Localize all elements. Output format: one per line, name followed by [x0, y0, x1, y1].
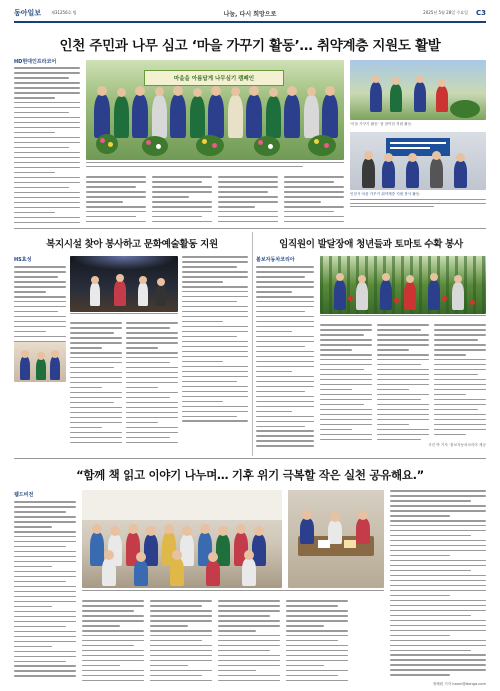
bottom-text-column-3 [150, 600, 212, 685]
mid-right-text-column-4 [434, 324, 486, 439]
top-text-column-1 [14, 67, 80, 227]
publication-date: 2025년 5월 28일 수요일 [423, 10, 468, 15]
book-club-reading-photo [288, 490, 384, 588]
top-text-column-3 [152, 176, 212, 226]
newspaper-logo: 동아일보 [14, 9, 42, 17]
side-photo-caption: ‘마을 가꾸기 활동’ 참 참여한 직원 활동. [350, 122, 413, 126]
bottom-credit: 정혜원 기자 hanni@donga.com [432, 682, 486, 686]
bottom-photo-caption [82, 590, 384, 596]
issue-number: 제31256호 팀 [51, 10, 77, 15]
book-club-group-photo [82, 490, 282, 588]
signboard-photo-caption: 인천시 마을 가꾸기 취약계층 지원 봉사 활동. [350, 192, 421, 196]
mid-left-headline: 복지시설 찾아 봉사하고 문화예술활동 지원 [46, 239, 218, 250]
campaign-banner: 마을을 아름답게 나무심기 캠페인 [144, 70, 284, 86]
bottom-text-column-6 [390, 490, 486, 679]
bottom-headline: “함께 책 읽고 이야기 나누며… 기후 위기 극복할 작은 실천 공유해요.” [76, 468, 424, 482]
top-text-column-2 [86, 176, 146, 226]
page-number: C3 [475, 9, 486, 17]
section-title: 나눔, 다시 희망으로 [223, 10, 277, 18]
signboard-photo [350, 132, 486, 190]
bottom-byline: 웹드비전 [14, 492, 34, 498]
mid-right-credit: 사진 박 기자 ·볼보자동차코리아 제공 [428, 443, 486, 447]
side-activity-photo [350, 60, 486, 120]
mid-right-text-column-3 [377, 324, 429, 444]
masthead [14, 6, 486, 20]
column-divider [252, 232, 253, 456]
bottom-text-column-2 [82, 600, 144, 685]
section-divider-2 [14, 458, 486, 459]
mid-left-text-column-2 [70, 322, 122, 447]
mid-right-text-column-2 [320, 324, 372, 444]
top-text-column-5 [284, 176, 344, 226]
mid-right-text-column-1 [256, 266, 314, 450]
concert-photo-caption [70, 313, 178, 319]
bottom-text-column-4 [218, 600, 280, 685]
top-headline: 인천 주민과 나무 심고 ‘마을 가꾸기 활동’… 취약계층 지원도 활발 [59, 38, 441, 54]
mid-left-text-column-4 [182, 256, 248, 425]
bottom-text-column-1 [14, 501, 76, 680]
tomato-harvest-photo [320, 256, 486, 314]
mid-left-text-column-1 [14, 266, 66, 346]
top-byline: HD현대인프라코어 [14, 59, 57, 65]
concert-photo [70, 256, 178, 312]
volunteer-photo [14, 342, 66, 382]
bottom-text-column-5 [286, 600, 348, 685]
mid-left-byline: HS효성 [14, 257, 32, 263]
tree-planting-photo [86, 60, 344, 160]
signboard-caption-body [350, 199, 486, 213]
top-photo-caption [86, 162, 344, 171]
masthead-rule [14, 21, 486, 23]
mid-left-text-column-3 [126, 322, 178, 447]
mid-right-byline: 볼보자동차코리아 [256, 257, 295, 263]
section-divider-1 [14, 228, 486, 229]
mid-right-headline: 임직원이 발달장애 청년들과 토마토 수확 봉사 [279, 239, 463, 250]
tomato-photo-caption [320, 315, 486, 321]
top-text-column-4 [218, 176, 278, 226]
